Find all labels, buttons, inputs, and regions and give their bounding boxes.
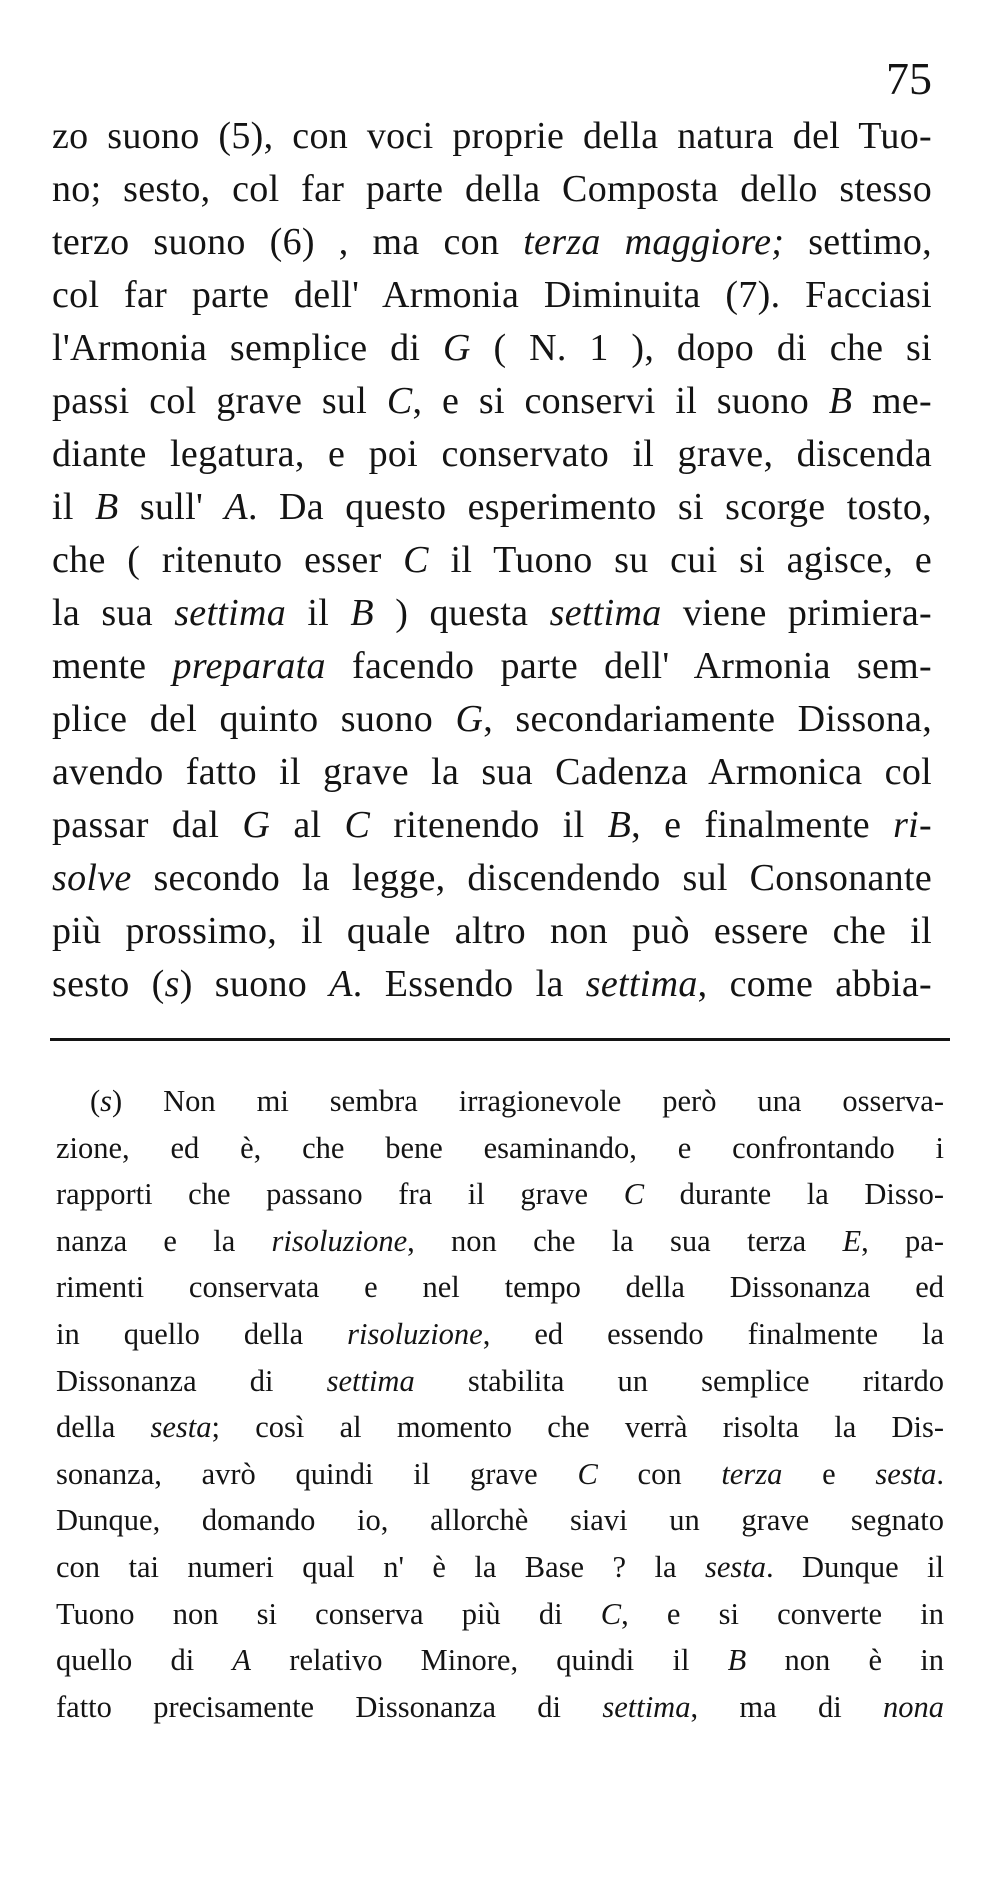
italic-term: A — [329, 963, 353, 1005]
italic-term: solve — [52, 857, 132, 899]
italic-term: sesta — [875, 1456, 937, 1491]
footnote-line: della sesta; così al momento che verrà risolta la Dis- — [56, 1410, 944, 1445]
footnote-divider — [50, 1038, 950, 1041]
text-line: avendo fatto il grave la sua Cadenza Armonica col — [52, 751, 932, 793]
italic-term: B — [95, 486, 119, 528]
footnote-line: nanza e la risoluzione, non che la sua terza E, pa- — [56, 1223, 944, 1258]
footnote-line: in quello della risoluzione, ed essendo finalmente la — [56, 1316, 944, 1351]
italic-term: C — [403, 539, 429, 581]
text-line: plice del quinto suono G, secondariamente Dissona, — [52, 698, 932, 740]
italic-term: C — [386, 380, 413, 422]
italic-term: settima — [174, 592, 287, 634]
text-line: no; sesto, col far parte della Composta dello stesso — [52, 168, 932, 210]
italic-term: terza maggiore; — [523, 221, 785, 263]
text-line: zo suono (5), con voci proprie della natura del Tuo- — [52, 115, 932, 157]
text-line: che ( ritenuto esser C il Tuono su cui si agisce, e — [52, 539, 933, 581]
italic-term: C — [600, 1596, 622, 1631]
italic-term: C — [344, 804, 371, 846]
italic-term: s — [100, 1084, 113, 1118]
footnote-line: Dunque, domando io, allorchè siavi un grave segnato — [56, 1503, 944, 1538]
text-line: diante legatura, e poi conservato il grave, discenda — [52, 433, 932, 475]
footnote-line: rimenti conservata e nel tempo della Dissonanza ed — [56, 1270, 944, 1305]
italic-term: G — [455, 698, 484, 740]
text-line: mente preparata facendo parte dell' Armonia sem- — [52, 645, 932, 687]
italic-term: s — [164, 963, 180, 1005]
italic-term: settima — [602, 1689, 691, 1724]
footnote-line: Tuono non si conserva più di C, e si converte in — [56, 1596, 944, 1631]
italic-term: B — [607, 804, 632, 846]
text-line: passar dal G al C ritenendo il B, e finalmente ri- — [52, 804, 932, 846]
italic-term: risoluzione — [271, 1223, 408, 1258]
italic-term: risoluzione — [347, 1316, 483, 1351]
footnote-line: rapporti che passano fra il grave C durante la Disso- — [56, 1177, 944, 1212]
italic-term: B — [828, 380, 853, 422]
footnote-line: fatto precisamente Dissonanza di settima, ma di nona — [56, 1689, 944, 1724]
main-text-block — [52, 110, 932, 1011]
text-line: la sua settima il B ) questa settima viene primiera- — [52, 592, 932, 634]
italic-term: settima — [585, 963, 698, 1005]
footnote-line: quello di A relativo Minore, quindi il B non è in — [56, 1643, 944, 1678]
text-line: l'Armonia semplice di G ( N. 1 ), dopo di che si — [52, 327, 933, 369]
text-line: sesto (s) suono A. Essendo la settima, come abbia- — [52, 963, 933, 1005]
text-line: il B sull' A. Da questo esperimento si scorge tosto, — [52, 486, 932, 528]
text-line: passi col grave sul C, e si conservi il suono B me- — [52, 380, 933, 422]
footnote-line: Dissonanza di settima stabilita un semplice ritardo — [56, 1363, 944, 1398]
italic-term: B — [350, 592, 374, 634]
text-line: solve secondo la legge, discendendo sul Consonante — [52, 857, 932, 899]
italic-term: G — [442, 327, 471, 369]
italic-term: terza — [721, 1456, 783, 1491]
italic-term: E — [842, 1223, 862, 1258]
footnote-line: con tai numeri qual n' è la Base ? la sesta. Dunque il — [56, 1549, 945, 1584]
italic-term: settima — [326, 1363, 415, 1398]
italic-term: sesta — [704, 1549, 766, 1584]
italic-term: sesta — [150, 1410, 212, 1445]
italic-term: C — [623, 1177, 645, 1212]
footnote-block — [56, 1078, 944, 1730]
footnote-line: zione, ed è, che bene esaminando, e confrontando i — [56, 1130, 944, 1165]
italic-term: B — [727, 1643, 747, 1678]
italic-term: A — [224, 486, 248, 528]
italic-term: A — [232, 1643, 252, 1678]
italic-term: nona — [883, 1689, 944, 1724]
footnote-line: (s) Non mi sembra irragionevole però una osserva- — [90, 1084, 944, 1118]
italic-term: ri- — [893, 804, 932, 846]
italic-term: settima — [549, 592, 662, 634]
italic-term: C — [577, 1456, 598, 1491]
text-line: col far parte dell' Armonia Diminuita (7). Facciasi — [52, 274, 932, 316]
italic-term: G — [242, 804, 271, 846]
page-number: 75 — [886, 53, 932, 104]
footnote-line: sonanza, avrò quindi il grave C con terza e sesta. — [56, 1456, 944, 1491]
text-line: terzo suono (6) , ma con terza maggiore; settimo, — [52, 221, 932, 263]
text-line: più prossimo, il quale altro non può essere che il — [52, 910, 932, 952]
italic-term: preparata — [172, 645, 326, 687]
